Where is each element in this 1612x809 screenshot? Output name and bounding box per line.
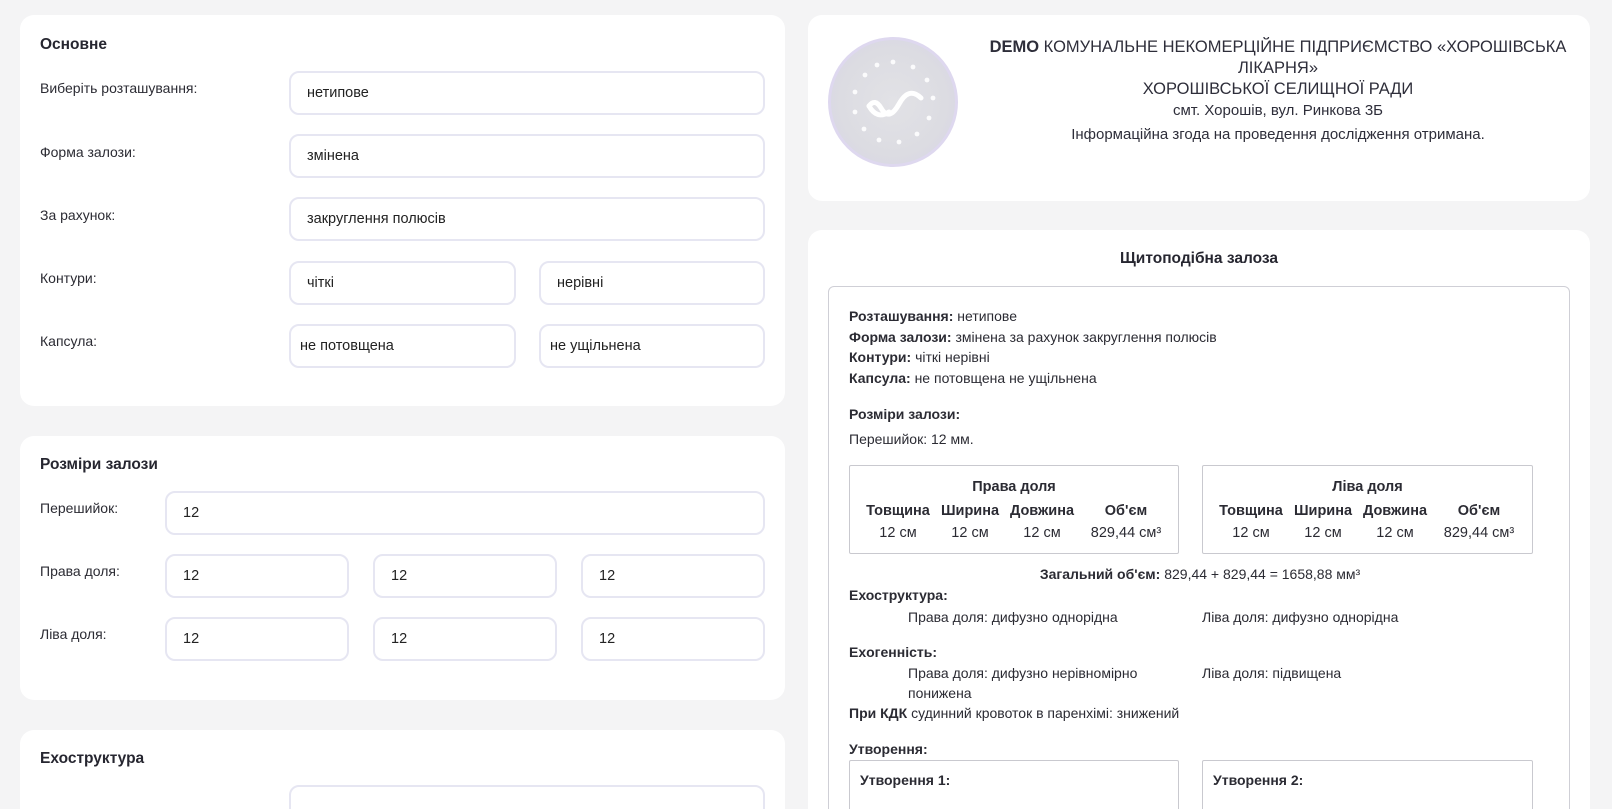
left-lobe-field-3[interactable]: 12 xyxy=(581,617,765,661)
sizes-card xyxy=(20,436,785,700)
org-line-1 xyxy=(968,37,1588,79)
echogenicity-right-1: Права доля: дифузно нерівномірно xyxy=(908,665,1138,681)
echogenicity-heading: Exoгенність: xyxy=(849,644,938,660)
contours-field-1[interactable]: чіткі xyxy=(289,261,516,305)
right-width-col: Ширина 12 см xyxy=(940,503,1000,541)
basic-card xyxy=(20,15,785,406)
right-lobe-label: Права доля: xyxy=(40,563,120,579)
echo-title: Ехоструктура xyxy=(40,750,145,767)
capsule-field-2[interactable]: не ущільнена xyxy=(539,324,765,368)
report-card xyxy=(808,230,1590,809)
right-length-col: Довжина 12 см xyxy=(1009,503,1075,541)
right-lobe-field-2[interactable]: 12 xyxy=(373,554,557,598)
logo-icon xyxy=(831,40,955,164)
org-name: КОМУНАЛЬНЕ НЕКОМЕРЦІЙНЕ ПІДПРИЄМСТВО «ХОРОШІВСЬКА ЛІКАРНЯ» xyxy=(1039,38,1567,77)
left-thickness-col: Товщина 12 см xyxy=(1219,503,1283,541)
report-title: Щитоподібна залоза xyxy=(1120,250,1278,267)
echogenicity-left: Ліва доля: підвищена xyxy=(1202,665,1342,681)
formations-heading: Утворення: xyxy=(849,741,928,757)
left-volume-col: Об'єм 829,44 см³ xyxy=(1443,503,1515,541)
isthmus-field[interactable]: 12 xyxy=(165,491,765,535)
left-lobe-table xyxy=(1202,465,1533,554)
echo-field[interactable] xyxy=(289,785,765,809)
capsule-field-1[interactable]: не потовщена xyxy=(289,324,516,368)
right-volume-col: Об'єм 829,44 см³ xyxy=(1090,503,1162,541)
contours-field-2[interactable]: нерівні xyxy=(539,261,765,305)
echostructure-left: Ліва доля: дифузно однорідна xyxy=(1202,609,1399,625)
contours-line: Контури: чіткі нерівні xyxy=(849,349,990,365)
shape-label: Форма залози: xyxy=(40,144,136,160)
left-lobe-field-2[interactable]: 12 xyxy=(373,617,557,661)
left-lobe-label: Ліва доля: xyxy=(40,626,107,642)
echo-card xyxy=(20,730,785,809)
sizes-heading: Розміри залози: xyxy=(849,406,961,422)
total-volume-line: Загальний об'єм: 829,44 + 829,44 = 1658,88 мм³ xyxy=(1039,566,1361,582)
left-lobe-title: Ліва доля xyxy=(1332,479,1403,495)
consent-text: Інформаційна згода на проведення дослідження отримана. xyxy=(1071,126,1485,143)
formation-2-box xyxy=(1202,760,1533,809)
due-label: За рахунок: xyxy=(40,207,116,223)
capsule-line: Капсула: не потовщена не ущільнена xyxy=(849,370,1097,386)
clinic-logo xyxy=(828,37,958,167)
isthmus-line: Перешийок: 12 мм. xyxy=(849,431,974,447)
location-label: Виберіть розташування: xyxy=(40,80,198,96)
echostructure-right: Права доля: дифузно однорідна xyxy=(908,609,1118,625)
report-header-card xyxy=(808,15,1590,201)
formation-1-title: Утворення 1: xyxy=(860,772,951,788)
right-lobe-title: Права доля xyxy=(972,479,1056,495)
echostructure-heading: Ехоструктура: xyxy=(849,587,948,603)
due-field[interactable]: закруглення полюсів xyxy=(289,197,765,241)
location-line: Розташування: нетипове xyxy=(849,308,1017,324)
cdk-line: При КДК судинний кровоток в паренхімі: знижений xyxy=(849,705,1180,721)
formation-2-title: Утворення 2: xyxy=(1213,772,1304,788)
report-header xyxy=(968,37,1588,145)
right-lobe-field-1[interactable]: 12 xyxy=(165,554,349,598)
sizes-title: Розміри залози xyxy=(40,456,158,473)
isthmus-label: Перешийок: xyxy=(40,500,119,516)
right-lobe-table xyxy=(849,465,1179,554)
contours-label: Контури: xyxy=(40,270,97,286)
report-body xyxy=(828,286,1570,809)
demo-badge: DEMO xyxy=(989,38,1040,56)
org-line-2: ХОРОШІВСЬКОЇ СЕЛИЩНОЇ РАДИ xyxy=(1142,80,1414,98)
shape-line: Форма залози: змінена за рахунок закруглення полюсів xyxy=(849,329,1217,345)
formation-1-box xyxy=(849,760,1179,809)
right-thickness-col: Товщина 12 см xyxy=(866,503,930,541)
org-address: смт. Хорошів, вул. Ринкова 3Б xyxy=(1172,102,1384,119)
left-lobe-field-1[interactable]: 12 xyxy=(165,617,349,661)
shape-field[interactable]: змінена xyxy=(289,134,765,178)
left-length-col: Довжина 12 см xyxy=(1362,503,1428,541)
capsule-label: Капсула: xyxy=(40,333,98,349)
location-field[interactable]: нетипове xyxy=(289,71,765,115)
echogenicity-right-2: понижена xyxy=(908,685,972,701)
right-lobe-field-3[interactable]: 12 xyxy=(581,554,765,598)
left-width-col: Ширина 12 см xyxy=(1293,503,1353,541)
basic-title: Основне xyxy=(40,36,108,53)
